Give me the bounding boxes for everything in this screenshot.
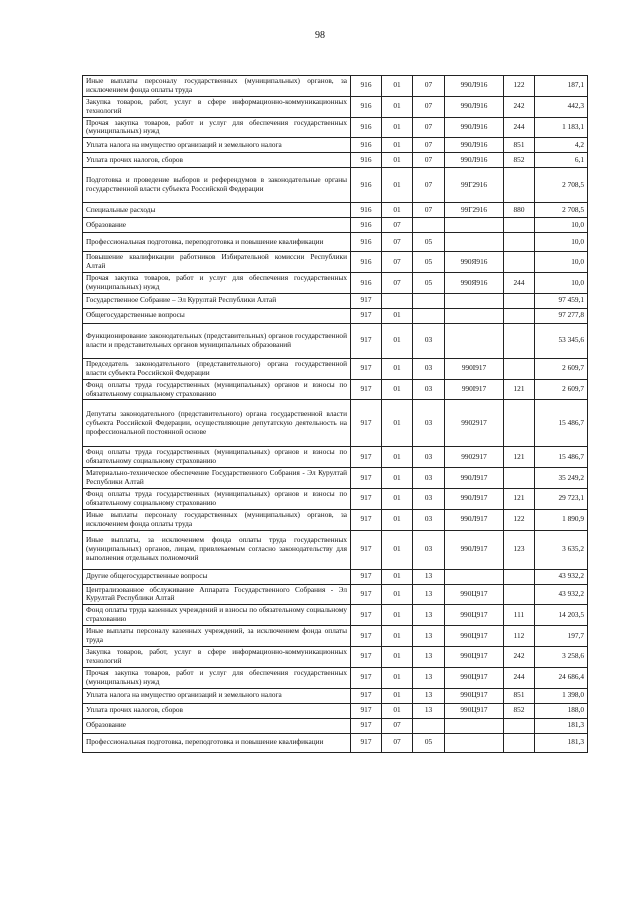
expense-name-cell: Уплата прочих налогов, сборов	[83, 703, 351, 718]
table-row	[83, 667, 588, 688]
department-code-cell: 917	[351, 293, 382, 308]
department-code-cell: 917	[351, 667, 382, 688]
amount-cell: 43 932,2	[535, 584, 588, 605]
subsection-code-cell: 03	[413, 323, 445, 358]
amount-cell: 181,3	[535, 718, 588, 733]
table-row	[83, 358, 588, 379]
target-article-cell: 99Г2916	[445, 203, 504, 218]
table-row	[83, 218, 588, 233]
department-code-cell: 916	[351, 168, 382, 203]
section-code-cell: 01	[382, 447, 413, 468]
expense-type-cell: 111	[504, 605, 535, 626]
table-row	[83, 138, 588, 153]
amount-cell: 15 486,7	[535, 447, 588, 468]
expense-type-cell	[504, 233, 535, 252]
expense-type-cell	[504, 733, 535, 752]
section-code-cell: 07	[382, 733, 413, 752]
department-code-cell: 917	[351, 379, 382, 400]
subsection-code-cell: 07	[413, 117, 445, 138]
department-code-cell: 917	[351, 584, 382, 605]
subsection-code-cell: 07	[413, 138, 445, 153]
expense-name-cell: Профессиональная подготовка, переподготовка и повышение квалификации	[83, 733, 351, 752]
table-row	[83, 96, 588, 117]
department-code-cell: 916	[351, 117, 382, 138]
expense-name-cell: Подготовка и проведение выборов и референдумов в законодательные органы государственной власти субъекта Российской Федерации	[83, 168, 351, 203]
expense-type-cell: 122	[504, 509, 535, 530]
amount-cell: 43 932,2	[535, 569, 588, 584]
expense-type-cell: 121	[504, 447, 535, 468]
section-code-cell: 01	[382, 703, 413, 718]
budget-table-body	[83, 76, 588, 753]
target-article-cell: 99Г2916	[445, 168, 504, 203]
target-article-cell	[445, 218, 504, 233]
subsection-code-cell: 03	[413, 400, 445, 447]
amount-cell: 6,1	[535, 153, 588, 168]
expense-type-cell: 880	[504, 203, 535, 218]
expense-name-cell: Образование	[83, 218, 351, 233]
subsection-code-cell: 03	[413, 509, 445, 530]
table-row	[83, 569, 588, 584]
department-code-cell: 916	[351, 273, 382, 294]
subsection-code-cell: 13	[413, 646, 445, 667]
department-code-cell: 916	[351, 76, 382, 97]
table-row	[83, 718, 588, 733]
expense-name-cell: Другие общегосударственные вопросы	[83, 569, 351, 584]
expense-type-cell: 112	[504, 626, 535, 647]
subsection-code-cell	[413, 218, 445, 233]
subsection-code-cell: 13	[413, 667, 445, 688]
subsection-code-cell: 05	[413, 733, 445, 752]
target-article-cell: 990Л916	[445, 76, 504, 97]
expense-type-cell: 852	[504, 703, 535, 718]
expense-type-cell	[504, 569, 535, 584]
expense-type-cell	[504, 168, 535, 203]
table-row	[83, 76, 588, 97]
department-code-cell: 917	[351, 605, 382, 626]
expense-name-cell: Фонд оплаты труда государственных (муниципальных) органов и взносы по обязательному социальному страхованию	[83, 489, 351, 510]
amount-cell: 187,1	[535, 76, 588, 97]
department-code-cell: 917	[351, 358, 382, 379]
amount-cell: 4,2	[535, 138, 588, 153]
expense-name-cell: Уплата налога на имущество организаций и земельного налога	[83, 688, 351, 703]
department-code-cell: 917	[351, 447, 382, 468]
section-code-cell: 01	[382, 76, 413, 97]
amount-cell: 53 345,6	[535, 323, 588, 358]
department-code-cell: 917	[351, 400, 382, 447]
expense-type-cell	[504, 358, 535, 379]
section-code-cell: 01	[382, 509, 413, 530]
subsection-code-cell: 13	[413, 584, 445, 605]
subsection-code-cell: 03	[413, 358, 445, 379]
section-code-cell: 01	[382, 584, 413, 605]
target-article-cell: 990Л917	[445, 489, 504, 510]
subsection-code-cell: 07	[413, 96, 445, 117]
amount-cell: 2 708,5	[535, 203, 588, 218]
section-code-cell: 07	[382, 718, 413, 733]
table-row	[83, 584, 588, 605]
expense-type-cell: 851	[504, 138, 535, 153]
expense-type-cell	[504, 584, 535, 605]
expense-name-cell: Председатель законодательного (представительного) органа государственной власти субъекта Российской Федерации	[83, 358, 351, 379]
expense-name-cell: Иные выплаты персоналу казенных учреждений, за исключением фонда оплаты труда	[83, 626, 351, 647]
target-article-cell: 990Ц917	[445, 703, 504, 718]
expense-name-cell: Повышение квалификации работников Избирательной комиссии Республики Алтай	[83, 252, 351, 273]
expense-type-cell: 242	[504, 646, 535, 667]
expense-type-cell	[504, 252, 535, 273]
section-code-cell: 01	[382, 117, 413, 138]
section-code-cell: 01	[382, 400, 413, 447]
expense-type-cell: 244	[504, 117, 535, 138]
target-article-cell: 990Я916	[445, 252, 504, 273]
expense-name-cell: Централизованное обслуживание Аппарата Государственного Собрания - Эл Курултай Республики Алтай	[83, 584, 351, 605]
section-code-cell: 01	[382, 323, 413, 358]
amount-cell: 10,0	[535, 233, 588, 252]
table-row	[83, 530, 588, 569]
amount-cell: 442,3	[535, 96, 588, 117]
department-code-cell: 917	[351, 569, 382, 584]
amount-cell: 1 398,0	[535, 688, 588, 703]
target-article-cell: 990Л917	[445, 509, 504, 530]
section-code-cell: 01	[382, 358, 413, 379]
target-article-cell: 990Ц917	[445, 626, 504, 647]
subsection-code-cell: 03	[413, 468, 445, 489]
expense-type-cell: 244	[504, 667, 535, 688]
expense-type-cell	[504, 323, 535, 358]
subsection-code-cell: 13	[413, 626, 445, 647]
department-code-cell: 917	[351, 468, 382, 489]
table-row	[83, 233, 588, 252]
department-code-cell: 916	[351, 138, 382, 153]
section-code-cell: 01	[382, 153, 413, 168]
expense-type-cell	[504, 718, 535, 733]
amount-cell: 197,7	[535, 626, 588, 647]
table-row	[83, 117, 588, 138]
target-article-cell: 990Ц917	[445, 584, 504, 605]
department-code-cell: 916	[351, 203, 382, 218]
target-article-cell	[445, 733, 504, 752]
amount-cell: 188,0	[535, 703, 588, 718]
section-code-cell: 01	[382, 688, 413, 703]
target-article-cell	[445, 308, 504, 323]
table-row	[83, 308, 588, 323]
section-code-cell: 07	[382, 218, 413, 233]
department-code-cell: 917	[351, 530, 382, 569]
section-code-cell: 07	[382, 233, 413, 252]
amount-cell: 1 183,1	[535, 117, 588, 138]
department-code-cell: 917	[351, 646, 382, 667]
expense-name-cell: Общегосударственные вопросы	[83, 308, 351, 323]
section-code-cell: 01	[382, 379, 413, 400]
target-article-cell: 990Ц917	[445, 605, 504, 626]
subsection-code-cell: 07	[413, 153, 445, 168]
department-code-cell: 916	[351, 153, 382, 168]
section-code-cell: 01	[382, 203, 413, 218]
amount-cell: 3 635,2	[535, 530, 588, 569]
department-code-cell: 917	[351, 323, 382, 358]
section-code-cell: 01	[382, 489, 413, 510]
target-article-cell: 990Л917	[445, 468, 504, 489]
target-article-cell: 990Л916	[445, 153, 504, 168]
department-code-cell: 916	[351, 252, 382, 273]
section-code-cell: 01	[382, 468, 413, 489]
expense-name-cell: Фонд оплаты труда казенных учреждений и взносы по обязательному социальному страхованию	[83, 605, 351, 626]
target-article-cell	[445, 233, 504, 252]
subsection-code-cell: 13	[413, 688, 445, 703]
section-code-cell: 01	[382, 138, 413, 153]
table-row	[83, 273, 588, 294]
target-article-cell: 990Ц917	[445, 688, 504, 703]
expense-name-cell: Функционирование законодательных (представительных) органов государственной власти и представительных органов муниципальных образований	[83, 323, 351, 358]
subsection-code-cell: 03	[413, 489, 445, 510]
department-code-cell: 916	[351, 233, 382, 252]
target-article-cell: 990Ц917	[445, 667, 504, 688]
section-code-cell: 01	[382, 646, 413, 667]
amount-cell: 24 686,4	[535, 667, 588, 688]
expense-name-cell: Образование	[83, 718, 351, 733]
expense-type-cell	[504, 400, 535, 447]
subsection-code-cell: 07	[413, 168, 445, 203]
expense-name-cell: Фонд оплаты труда государственных (муниципальных) органов и взносы по обязательному социальному страхованию	[83, 379, 351, 400]
amount-cell: 15 486,7	[535, 400, 588, 447]
department-code-cell: 917	[351, 489, 382, 510]
table-row	[83, 703, 588, 718]
expense-name-cell: Иные выплаты персоналу государственных (муниципальных) органов, за исключением фонда оплаты труда	[83, 76, 351, 97]
table-row	[83, 293, 588, 308]
target-article-cell	[445, 323, 504, 358]
amount-cell: 29 723,1	[535, 489, 588, 510]
expense-type-cell: 851	[504, 688, 535, 703]
section-code-cell: 01	[382, 569, 413, 584]
amount-cell: 2 708,5	[535, 168, 588, 203]
table-row	[83, 688, 588, 703]
table-row	[83, 489, 588, 510]
amount-cell: 97 459,1	[535, 293, 588, 308]
expense-type-cell: 122	[504, 76, 535, 97]
section-code-cell: 01	[382, 605, 413, 626]
subsection-code-cell: 13	[413, 703, 445, 718]
department-code-cell: 917	[351, 718, 382, 733]
expense-type-cell: 242	[504, 96, 535, 117]
expense-type-cell	[504, 293, 535, 308]
section-code-cell: 07	[382, 273, 413, 294]
table-row	[83, 252, 588, 273]
target-article-cell: 990Ц917	[445, 646, 504, 667]
table-row	[83, 203, 588, 218]
department-code-cell: 917	[351, 509, 382, 530]
target-article-cell	[445, 293, 504, 308]
expense-name-cell: Прочая закупка товаров, работ и услуг для обеспечения государственных (муниципальных) нужд	[83, 273, 351, 294]
page-number: 98	[315, 30, 325, 41]
subsection-code-cell: 05	[413, 252, 445, 273]
subsection-code-cell: 07	[413, 203, 445, 218]
target-article-cell: 990I917	[445, 358, 504, 379]
target-article-cell: 990Л916	[445, 117, 504, 138]
amount-cell: 3 258,6	[535, 646, 588, 667]
subsection-code-cell: 03	[413, 447, 445, 468]
expense-type-cell: 123	[504, 530, 535, 569]
table-row	[83, 626, 588, 647]
expense-name-cell: Иные выплаты персоналу государственных (муниципальных) органов, за исключением фонда оплаты труда	[83, 509, 351, 530]
table-row	[83, 168, 588, 203]
expense-name-cell: Прочая закупка товаров, работ и услуг для обеспечения государственных (муниципальных) нужд	[83, 667, 351, 688]
table-row	[83, 400, 588, 447]
expense-name-cell: Прочая закупка товаров, работ и услуг для обеспечения государственных (муниципальных) нужд	[83, 117, 351, 138]
section-code-cell: 01	[382, 96, 413, 117]
expense-type-cell	[504, 218, 535, 233]
table-row	[83, 646, 588, 667]
expense-name-cell: Материально-техническое обеспечение Государственного Собрания - Эл Курултай Республики Алтай	[83, 468, 351, 489]
expense-name-cell: Уплата налога на имущество организаций и земельного налога	[83, 138, 351, 153]
amount-cell: 2 609,7	[535, 358, 588, 379]
expense-name-cell: Уплата прочих налогов, сборов	[83, 153, 351, 168]
section-code-cell: 01	[382, 626, 413, 647]
expense-type-cell: 244	[504, 273, 535, 294]
department-code-cell: 917	[351, 733, 382, 752]
subsection-code-cell	[413, 308, 445, 323]
department-code-cell: 917	[351, 703, 382, 718]
department-code-cell: 917	[351, 308, 382, 323]
expense-type-cell	[504, 308, 535, 323]
expense-type-cell: 852	[504, 153, 535, 168]
amount-cell: 97 277,8	[535, 308, 588, 323]
amount-cell: 1 890,9	[535, 509, 588, 530]
table-row	[83, 733, 588, 752]
table-row	[83, 379, 588, 400]
department-code-cell: 917	[351, 626, 382, 647]
expense-name-cell: Специальные расходы	[83, 203, 351, 218]
department-code-cell: 917	[351, 688, 382, 703]
section-code-cell: 01	[382, 308, 413, 323]
department-code-cell: 916	[351, 218, 382, 233]
target-article-cell: 990Л916	[445, 138, 504, 153]
subsection-code-cell: 13	[413, 605, 445, 626]
expense-name-cell: Фонд оплаты труда государственных (муниципальных) органов и взносы по обязательному социальному страхованию	[83, 447, 351, 468]
expense-name-cell: Государственное Собрание – Эл Курултай Республики Алтай	[83, 293, 351, 308]
section-code-cell: 07	[382, 252, 413, 273]
subsection-code-cell: 05	[413, 233, 445, 252]
target-article-cell	[445, 718, 504, 733]
table-row	[83, 509, 588, 530]
table-row	[83, 605, 588, 626]
subsection-code-cell: 05	[413, 273, 445, 294]
subsection-code-cell	[413, 718, 445, 733]
target-article-cell: 990Л916	[445, 96, 504, 117]
table-row	[83, 468, 588, 489]
table-row	[83, 323, 588, 358]
expense-name-cell: Депутаты законодательного (представительного) органа государственной власти субъекта Российской Федерации, осуществляющие депутатскую деятельность на профессиональной постоянной основе	[83, 400, 351, 447]
amount-cell: 35 249,2	[535, 468, 588, 489]
subsection-code-cell	[413, 293, 445, 308]
subsection-code-cell: 03	[413, 379, 445, 400]
target-article-cell: 990Я916	[445, 273, 504, 294]
section-code-cell: 01	[382, 168, 413, 203]
subsection-code-cell: 13	[413, 569, 445, 584]
expense-name-cell: Иные выплаты, за исключением фонда оплаты труда государственных (муниципальных) органов, лицам, привлекаемым согласно законодательству для выполнения отдельных полномочий	[83, 530, 351, 569]
target-article-cell: 9902917	[445, 400, 504, 447]
budget-table	[82, 75, 588, 753]
target-article-cell: 990Л917	[445, 530, 504, 569]
expense-type-cell	[504, 468, 535, 489]
section-code-cell: 01	[382, 530, 413, 569]
section-code-cell	[382, 293, 413, 308]
amount-cell: 10,0	[535, 273, 588, 294]
amount-cell: 10,0	[535, 252, 588, 273]
amount-cell: 10,0	[535, 218, 588, 233]
amount-cell: 14 203,5	[535, 605, 588, 626]
table-row	[83, 447, 588, 468]
amount-cell: 2 609,7	[535, 379, 588, 400]
target-article-cell: 9902917	[445, 447, 504, 468]
amount-cell: 181,3	[535, 733, 588, 752]
subsection-code-cell: 07	[413, 76, 445, 97]
subsection-code-cell: 03	[413, 530, 445, 569]
section-code-cell: 01	[382, 667, 413, 688]
target-article-cell	[445, 569, 504, 584]
expense-name-cell: Профессиональная подготовка, переподготовка и повышение квалификации	[83, 233, 351, 252]
expense-type-cell: 121	[504, 379, 535, 400]
table-row	[83, 153, 588, 168]
expense-type-cell: 121	[504, 489, 535, 510]
department-code-cell: 916	[351, 96, 382, 117]
expense-name-cell: Закупка товаров, работ, услуг в сфере информационно-коммуникационных технологий	[83, 646, 351, 667]
target-article-cell: 990I917	[445, 379, 504, 400]
expense-name-cell: Закупка товаров, работ, услуг в сфере информационно-коммуникационных технологий	[83, 96, 351, 117]
